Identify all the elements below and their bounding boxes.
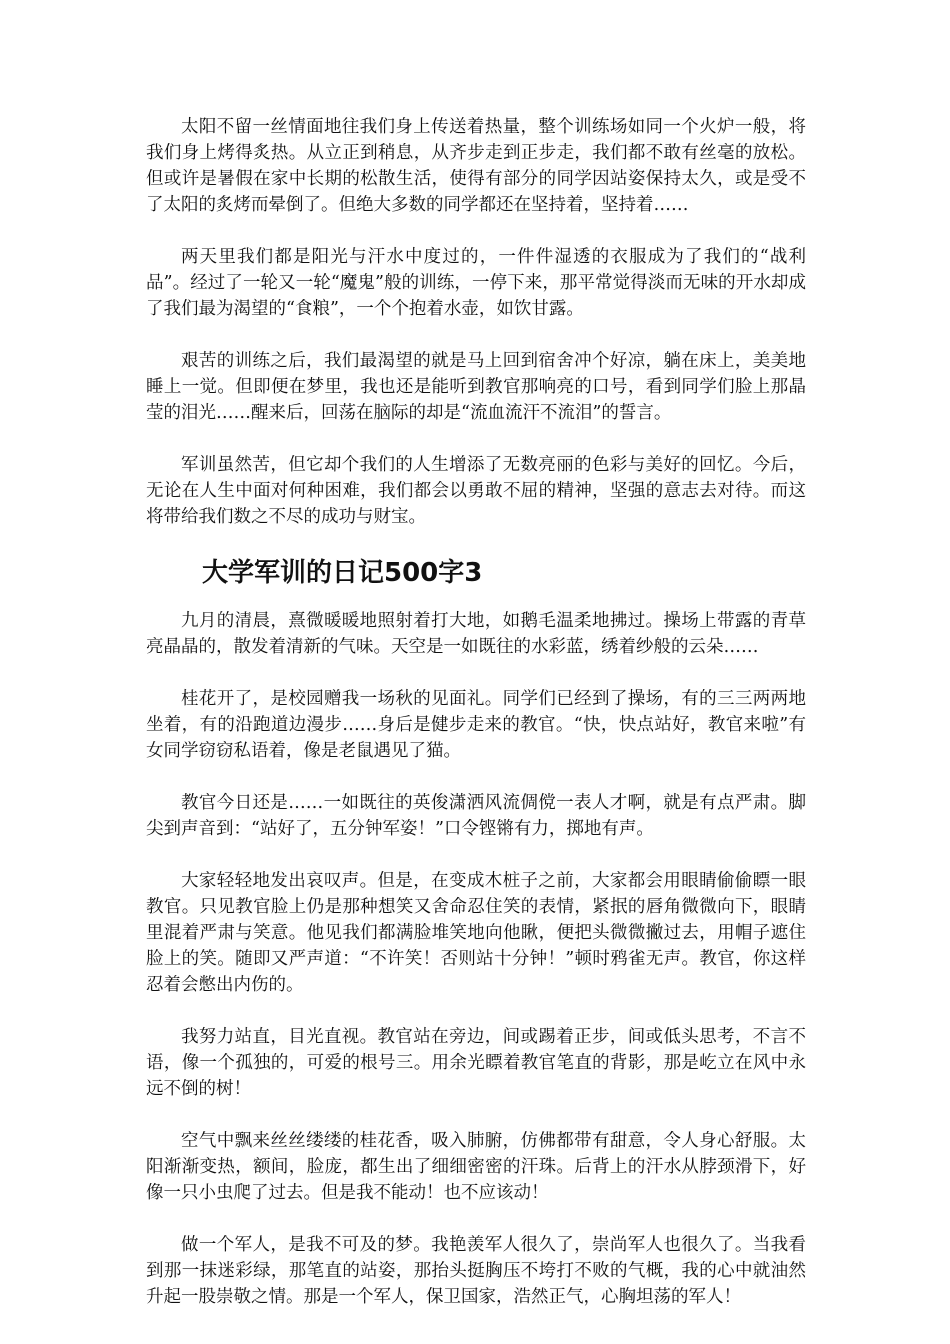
paragraph: 九月的清晨，熹微暖暖地照射着打大地，如鹅毛温柔地拂过。操场上带露的青草亮晶晶的，散发着清新的气味。天空是一如既往的水彩蓝，绣着纱般的云朵…… [146,611,806,657]
document-page [146,114,806,1336]
paragraph: 教官今日还是……一如既往的英俊潇洒风流倜傥一表人才啊，就是有点严肃。脚尖到声音到：“站好了，五分钟军姿！”口令铿锵有力，掷地有声。 [146,793,806,839]
paragraph: 艰苦的训练之后，我们最渴望的就是马上回到宿舍冲个好凉，躺在床上，美美地睡上一觉。但即便在梦里，我也还是能听到教官那响亮的口号，看到同学们脸上那晶莹的泪光……醒来后，回荡在脑际的却是“流血流汗不流泪”的誓言。 [146,351,806,423]
paragraph: 我努力站直，目光直视。教官站在旁边，间或踢着正步，间或低头思考，不言不语，像一个孤独的，可爱的根号三。用余光瞟着教官笔直的背影，那是屹立在风中永远不倒的树！ [146,1027,806,1099]
paragraph: 空气中飘来丝丝缕缕的桂花香，吸入肺腑，仿佛都带有甜意，令人身心舒服。太阳渐渐变热，额间，脸庞，都生出了细细密密的汗珠。后背上的汗水从脖颈滑下，好像一只小虫爬了过去。但是我不能动！也不应该动！ [146,1131,806,1203]
paragraph: 大家轻轻地发出哀叹声。但是，在变成木桩子之前，大家都会用眼睛偷偷瞟一眼教官。只见教官脸上仍是那种想笑又舍命忍住笑的表情，紧抿的唇角微微向下，眼睛里混着严肃与笑意。他见我们都满脸堆笑地向他瞅，便把头微微撇过去，用帽子遮住脸上的笑。随即又严声道：“不许笑！否则站十分钟！”顿时鸦雀无声。教官，你这样忍着会憋出内伤的。 [146,871,806,995]
paragraph: 太阳不留一丝情面地往我们身上传送着热量，整个训练场如同一个火炉一般，将我们身上烤得炙热。从立正到稍息，从齐步走到正步走，我们都不敢有丝毫的放松。但或许是暑假在家中长期的松散生活，使得有部分的同学因站姿保持太久，或是受不了太阳的炙烤而晕倒了。但绝大多数的同学都还在坚持着，坚持着…… [146,117,806,215]
paragraph: 两天里我们都是阳光与汗水中度过的，一件件湿透的衣服成为了我们的“战利品”。经过了一轮又一轮“魔鬼”般的训练，一停下来，那平常觉得淡而无味的开水却成了我们最为渴望的“食粮”，一个个抱着水壶，如饮甘露。 [146,247,806,319]
paragraph: 军训虽然苦，但它却个我们的人生增添了无数亮丽的色彩与美好的回忆。今后，无论在人生中面对何种困难，我们都会以勇敢不屈的精神，坚强的意志去对待。而这将带给我们数之不尽的成功与财宝。 [146,455,806,527]
paragraph: 桂花开了，是校园赠我一场秋的见面礼。同学们已经到了操场，有的三三两两地坐着，有的沿跑道边漫步……身后是健步走来的教官。“快，快点站好，教官来啦”有女同学窃窃私语着，像是老鼠遇见了猫。 [146,689,806,761]
paragraph: 做一个军人，是我不可及的梦。我艳羡军人很久了，崇尚军人也很久了。当我看到那一抹迷彩绿，那笔直的站姿，那抬头挺胸压不垮打不败的气概，我的心中就油然升起一股崇敬之情。那是一个军人，保卫国家，浩然正气，心胸坦荡的军人！ [146,1235,806,1307]
section-heading: 大学军训的日记500字3 [202,558,483,588]
